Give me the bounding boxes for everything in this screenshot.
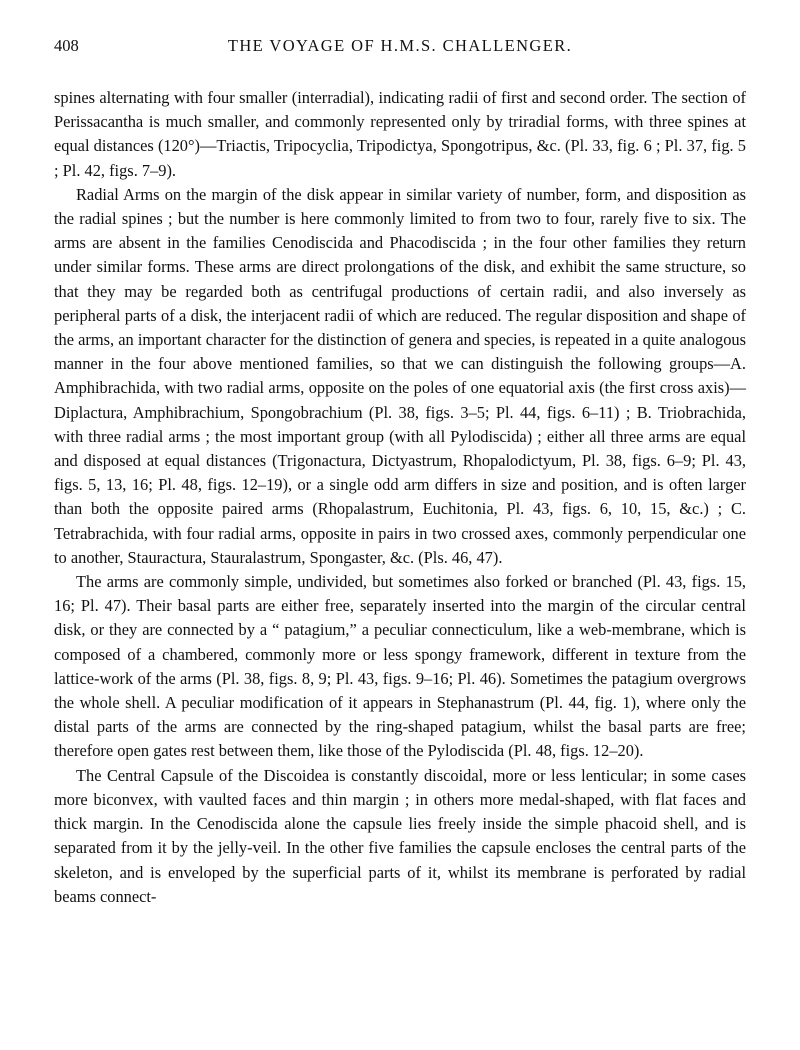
page-number: 408 (54, 36, 79, 55)
paragraph-radial-arms: Radial Arms on the margin of the disk appear in similar variety of number, form, and disposition as the radial spines ; but the number is here commonly limited to from two to four, rarely five to six. The arms are absent in the families Cenodiscida and Phacodiscida ; in the four other families they return under similar forms. These arms are direct prolongations of the disk, and exhibit the same structure, so that they may be regarded both as centrifugal productions of certain radii, and also inversely as peripheral parts of a disk, the interjacent radii of which are reduced. The regular disposition and shape of the arms, an important character for the distinction of genera and species, is repeated in a quite analogous manner in the four above mentioned families, so that we can distinguish the following groups—A. Amphibrachida, with two radial arms, opposite on the poles of one equatorial axis (the first cross axis)—Diplactura, Amphibrachium, Spongobrachium (Pl. 38, figs. 3–5; Pl. 44, figs. 6–11) ; B. Triobrachida, with three radial arms ; the most important group (with all Pylodiscida) ; either all three arms are equal and disposed at equal distances (Trigonactura, Dictyastrum, Rhopalodictyum, Pl. 38, figs. 6–9; Pl. 43, figs. 5, 13, 16; Pl. 48, figs. 12–19), or a single odd arm differs in size and position, and is often larger than both the opposite paired arms (Rhopalastrum, Euchitonia, Pl. 43, figs. 6, 10, 15, &c.) ; C. Tetrabrachida, with four radial arms, opposite in pairs in two crossed axes, commonly perpendicular one to another, Stauractura, Stauralastrum, Spongaster, &c. (Pls. 46, 47). (54, 184, 746, 567)
paragraph-spines-continued: spines alternating with four smaller (interradial), indicating radii of first and second order. The section of Perissacantha is much smaller, and commonly represented only by triradial forms, with three spines at equal distances (120°)—Triactis, Tripocyclia, Tripodictya, Spongotripus, &c. (Pl. 33, fig. 6 ; Pl. 37, fig. 5 ; Pl. 42, figs. 7–9). (54, 88, 746, 180)
page-header (54, 36, 746, 60)
body-text (54, 86, 746, 909)
running-title: THE VOYAGE OF H.M.S. CHALLENGER. (227, 36, 573, 55)
paragraph-arms-simple: The arms are commonly simple, undivided, but sometimes also forked or branched (Pl. 43, figs. 15, 16; Pl. 47). Their basal parts are either free, separately inserted into the margin of the circular central disk, or they are connected by a “ patagium,” a peculiar connecticulum, like a web-membrane, which is composed of a chambered, commonly more or less spongy framework, different in texture from the lattice-work of the arms (Pl. 38, figs. 8, 9; Pl. 43, figs. 9–16; Pl. 46). Sometimes the patagium overgrows the whole shell. A peculiar modification of it appears in Stephanastrum (Pl. 44, fig. 1), where only the distal parts of the arms are connected by the ring-shaped patagium, whilst the basal parts are free; therefore open gates rest between them, like those of the Pylodiscida (Pl. 48, figs. 12–20). (54, 572, 746, 761)
paragraph-central-capsule: The Central Capsule of the Discoidea is constantly discoidal, more or less lenticular; in some cases more biconvex, with vaulted faces and thin margin ; in others more medal-shaped, with flat faces and thick margin. In the Cenodiscida alone the capsule lies freely inside the simple phacoid shell, and is separated from it by the jelly-veil. In the other five families the capsule encloses the central parts of the skeleton, and is enveloped by the superficial parts of it, whilst its membrane is perforated by radial beams connect- (54, 765, 746, 906)
